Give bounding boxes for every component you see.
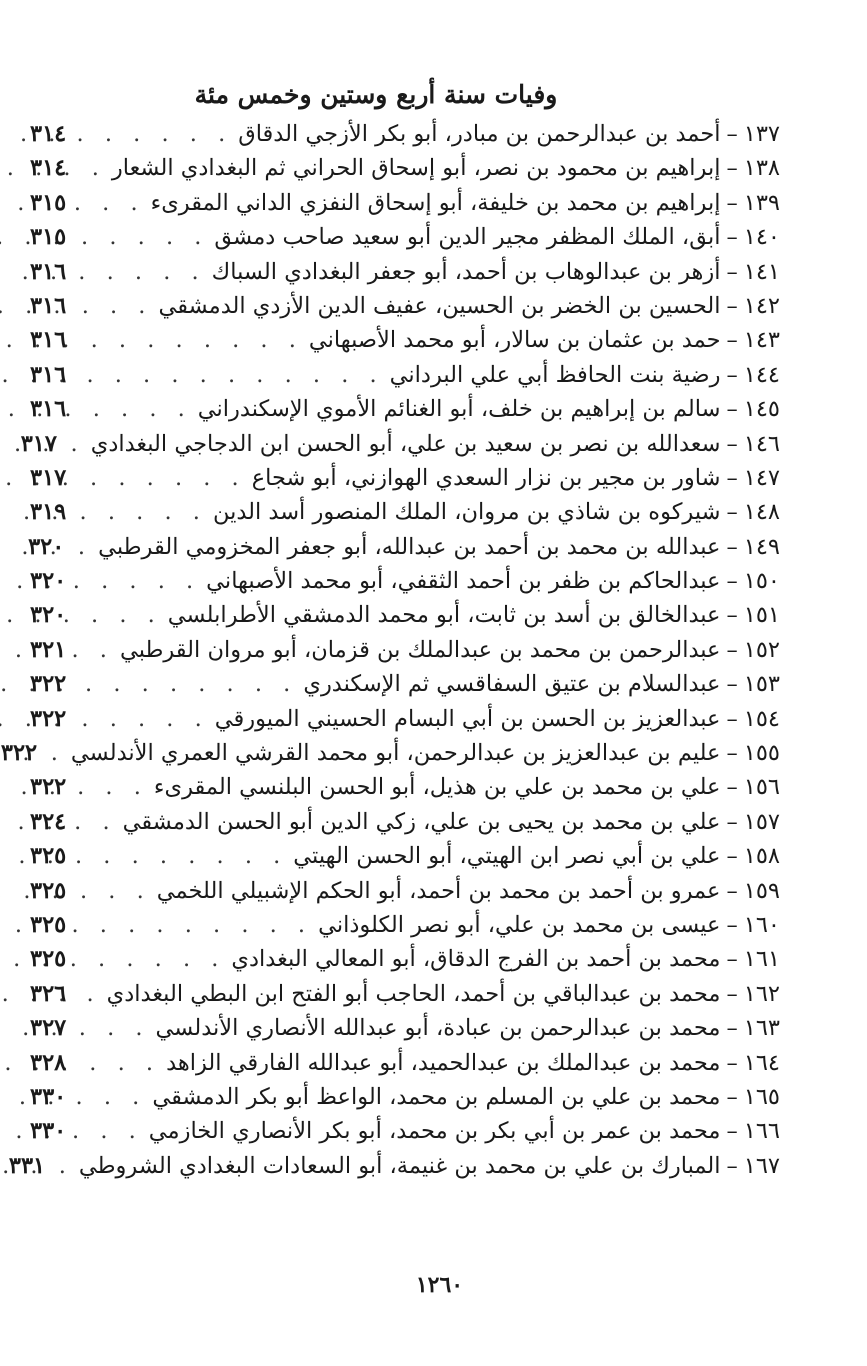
- entry-title: عبدالرحمن بن محمد بن عبدالملك بن قزمان، أبو مروان القرطبي: [119, 636, 721, 663]
- toc-entry: [30, 839, 780, 873]
- entry-page: ٣١٦: [30, 361, 67, 388]
- entry-title: حمد بن عثمان بن سالار، أبو محمد الأصبهاني: [308, 327, 721, 354]
- entry-title: عليم بن عبدالعزيز بن عبدالرحمن، أبو محمد القرشي العمري الأندلسي: [70, 740, 721, 767]
- entry-dash: –: [726, 705, 738, 732]
- entry-page: ٣١٦: [30, 327, 67, 354]
- toc-entry: [30, 874, 780, 908]
- entry-dash: –: [726, 258, 738, 285]
- toc-entry: [30, 1080, 780, 1114]
- page-number: ١٢٦٠: [415, 1272, 464, 1298]
- entry-number: ١٣٨: [743, 155, 780, 182]
- toc-entry: [30, 151, 780, 185]
- entry-title: محمد بن عبدالباقي بن أحمد، الحاجب أبو الفتح ابن البطي البغدادي: [106, 980, 721, 1007]
- entry-page: ٣١٩: [30, 499, 67, 526]
- entry-page: ٣٢٢: [30, 671, 67, 698]
- entry-page: ٣١٤: [30, 121, 67, 147]
- entry-number: ١٥٥: [743, 740, 780, 767]
- entry-number: ١٥٤: [743, 705, 780, 732]
- toc-entry: [30, 495, 780, 529]
- entry-dash: –: [726, 361, 738, 388]
- entry-title: إبراهيم بن محمود بن نصر، أبو إسحاق الحراني ثم البغدادي الشعار: [111, 155, 721, 182]
- entry-title: أزهر بن عبدالوهاب بن أحمد، أبو جعفر البغدادي السباك: [211, 258, 721, 285]
- entry-title: علي بن أبي نصر ابن الهيتي، أبو الحسن الهيتي: [293, 843, 721, 870]
- entry-dash: –: [726, 464, 738, 491]
- dot-leader: [88, 667, 303, 701]
- toc-entry: [30, 770, 780, 804]
- entry-title: شاور بن مجير بن نزار السعدي الهوازني، أبو شجاع: [251, 464, 721, 491]
- entry-title: محمد بن أحمد بن الفرج الدقاق، أبو المعالي البغدادي: [231, 946, 721, 973]
- entry-dash: –: [726, 292, 738, 319]
- entry-number: ١٤٠: [743, 224, 780, 251]
- entry-dash: –: [726, 843, 738, 870]
- entry-page: ٣٢١: [30, 636, 67, 663]
- entry-title: محمد بن علي بن المسلم بن محمد، الواعظ أبو بكر الدمشقي: [152, 1083, 721, 1110]
- entry-page: ٣١٦: [30, 258, 67, 285]
- entry-title: أحمد بن عبدالرحمن بن مبادر، أبو بكر الأزجي الدقاق: [238, 121, 721, 147]
- dot-leader: [59, 736, 71, 770]
- entry-dash: –: [726, 980, 738, 1007]
- dot-leader: [88, 461, 252, 495]
- entry-number: ١٤٣: [743, 327, 780, 354]
- dot-leader: [88, 220, 214, 254]
- toc-entry: [8, 1149, 780, 1183]
- entry-number: ١٦٠: [743, 911, 780, 938]
- dot-leader: [86, 530, 98, 564]
- entry-dash: –: [726, 568, 738, 595]
- toc-entry: [30, 1011, 780, 1045]
- entry-dash: –: [726, 1118, 738, 1145]
- toc-entry: [30, 1114, 780, 1148]
- dot-leader: [88, 1080, 152, 1114]
- entry-number: ١٦٤: [743, 1049, 780, 1076]
- entry-number: ١٤٩: [743, 533, 780, 560]
- toc-entry: [30, 908, 780, 942]
- toc-entry: [30, 220, 780, 254]
- dot-leader: [88, 977, 107, 1011]
- entry-dash: –: [726, 155, 738, 182]
- entry-page: ٣٢٧: [30, 1015, 67, 1042]
- entry-dash: –: [726, 774, 738, 801]
- entry-title: المبارك بن علي بن محمد بن غنيمة، أبو السعادات البغدادي الشروطي: [78, 1152, 721, 1179]
- entry-number: ١٥٩: [743, 877, 780, 904]
- entry-dash: –: [726, 1015, 738, 1042]
- entry-number: ١٦٥: [743, 1083, 780, 1110]
- entry-number: ١٦٦: [743, 1118, 780, 1145]
- entry-title: الحسين بن الخضر بن الحسين، عفيف الدين الأزدي الدمشقي: [158, 292, 721, 319]
- dot-leader: [88, 255, 212, 289]
- dot-leader: [88, 392, 198, 426]
- toc-entry: [30, 461, 780, 495]
- dot-leader: [88, 151, 112, 185]
- entry-title: علي بن محمد بن علي بن هذيل، أبو الحسن البلنسي المقرىء: [153, 774, 721, 801]
- entry-title: عبدالخالق بن أسد بن ثابت، أبو محمد الدمشقي الأطرابلسي: [167, 602, 721, 629]
- entry-title: شيركوه بن شاذي بن مروان، الملك المنصور أسد الدين: [212, 499, 721, 526]
- toc-entry: [30, 186, 780, 220]
- entry-page: ٣١٥: [30, 189, 67, 216]
- dot-leader: [88, 289, 158, 323]
- entry-number: ١٤٤: [743, 361, 780, 388]
- toc-entry: [30, 598, 780, 632]
- entry-title: رضية بنت الحافظ أبي علي البرداني: [389, 361, 721, 388]
- entry-dash: –: [726, 877, 738, 904]
- entry-dash: –: [726, 602, 738, 629]
- entry-title: أبق، الملك المظفر مجير الدين أبو سعيد صاحب دمشق: [214, 224, 721, 251]
- entry-dash: –: [726, 636, 738, 663]
- entry-number: ١٤٨: [743, 499, 780, 526]
- entry-number: ١٥٦: [743, 774, 780, 801]
- entry-number: ١٤٧: [743, 464, 780, 491]
- entry-title: عبدالعزيز بن الحسن بن أبي البسام الحسيني الميورقي: [214, 705, 721, 732]
- entry-dash: –: [726, 224, 738, 251]
- entry-title: عمرو بن أحمد بن محمد بن أحمد، أبو الحكم الإشبيلي اللخمي: [156, 877, 721, 904]
- entry-number: ١٥٧: [743, 808, 780, 835]
- toc-entry: [30, 667, 780, 701]
- entry-page: ٣٢٨: [30, 1049, 67, 1076]
- toc-entry: [30, 289, 780, 323]
- entry-page: ٣٢٥: [30, 843, 67, 870]
- contents-list: [0, 117, 780, 1183]
- dot-leader: [88, 358, 390, 392]
- entry-page: ٣٢٦: [30, 980, 67, 1007]
- entry-dash: –: [726, 121, 738, 147]
- entry-title: عبدالله بن محمد بن أحمد بن عبدالله، أبو جعفر المخزومي القرطبي: [98, 533, 721, 560]
- toc-entry: [30, 117, 780, 151]
- entry-title: محمد بن عبدالملك بن عبدالحميد، أبو عبدالله الفارقي الزاهد: [166, 1049, 721, 1076]
- entry-page: ٣٢٤: [30, 808, 67, 835]
- entry-page: ٣٢٢: [30, 774, 67, 801]
- entry-title: إبراهيم بن محمد بن خليفة، أبو إسحاق النفزي الداني المقرىء: [150, 189, 721, 216]
- entry-title: محمد بن عبدالرحمن بن عبادة، أبو عبدالله الأنصاري الأندلسي: [155, 1015, 721, 1042]
- toc-entry: [30, 564, 780, 598]
- entry-number: ١٤٦: [743, 430, 780, 457]
- entry-title: علي بن محمد بن يحيى بن علي، زكي الدين أبو الحسن الدمشقي: [122, 808, 721, 835]
- dot-leader: [88, 186, 151, 220]
- dot-leader: [88, 323, 309, 357]
- entry-number: ١٥١: [743, 602, 780, 629]
- toc-entry: [30, 358, 780, 392]
- toc-entry: [30, 530, 780, 564]
- entry-number: ١٥٣: [743, 671, 780, 698]
- entry-page: ٣١٦: [30, 292, 67, 319]
- entry-page: ٣٢٢: [0, 740, 38, 767]
- section-heading: وفيات سنة أربع وستين وخمس مئة: [194, 80, 558, 109]
- entry-dash: –: [726, 808, 738, 835]
- entry-page: ٣٣٠: [30, 1083, 67, 1110]
- entry-number: ١٣٩: [743, 189, 780, 216]
- entry-page: ٣١٧: [20, 430, 57, 457]
- toc-entry: [30, 805, 780, 839]
- entry-dash: –: [726, 911, 738, 938]
- toc-entry: [30, 1046, 780, 1080]
- entry-number: ١٤٢: [743, 292, 780, 319]
- entry-page: ٣١٥: [30, 224, 67, 251]
- dot-leader: [88, 839, 293, 873]
- entry-dash: –: [726, 430, 738, 457]
- entry-page: ٣١٦: [30, 396, 67, 423]
- toc-entry: [20, 427, 780, 461]
- entry-dash: –: [726, 1049, 738, 1076]
- dot-leader: [88, 1114, 149, 1148]
- entry-number: ١٥٨: [743, 843, 780, 870]
- entry-page: ٣٢٢: [30, 705, 67, 732]
- entry-dash: –: [726, 327, 738, 354]
- entry-dash: –: [726, 740, 738, 767]
- entry-page: ٣٢٠: [30, 568, 67, 595]
- dot-leader: [88, 495, 213, 529]
- dot-leader: [88, 770, 154, 804]
- toc-entry: [30, 392, 780, 426]
- entry-number: ١٥٠: [743, 568, 780, 595]
- entry-dash: –: [726, 946, 738, 973]
- entry-dash: –: [726, 671, 738, 698]
- dot-leader: [88, 1011, 156, 1045]
- entry-page: ٣١٤: [30, 155, 67, 182]
- toc-entry: [30, 323, 780, 357]
- dot-leader: [88, 702, 215, 736]
- entry-dash: –: [726, 396, 738, 423]
- entry-page: ٣٢٥: [30, 946, 67, 973]
- entry-title: سعدالله بن نصر بن سعيد بن علي، أبو الحسن ابن الدجاجي البغدادي: [90, 430, 721, 457]
- dot-leader: [88, 117, 238, 151]
- entry-page: ٣٢٠: [30, 602, 67, 629]
- entry-page: ٣٣١: [8, 1152, 46, 1179]
- dot-leader: [88, 633, 120, 667]
- entry-dash: –: [726, 1152, 738, 1179]
- dot-leader: [88, 1046, 166, 1080]
- toc-entry: [30, 977, 780, 1011]
- entry-dash: –: [726, 1083, 738, 1110]
- entry-title: محمد بن عمر بن أبي بكر بن محمد، أبو بكر الأنصاري الخازمي: [148, 1118, 721, 1145]
- dot-leader: [88, 564, 206, 598]
- entry-number: ١٦٢: [743, 980, 780, 1007]
- toc-entry: [30, 942, 780, 976]
- entry-title: عبدالسلام بن عتيق السفاقسي ثم الإسكندري: [303, 671, 721, 698]
- entry-page: ٣٣٠: [30, 1118, 67, 1145]
- dot-leader: [88, 908, 318, 942]
- dot-leader: [88, 805, 123, 839]
- toc-entry: [0, 736, 780, 770]
- dot-leader: [67, 1149, 79, 1183]
- entry-number: ١٣٧: [743, 121, 780, 147]
- entry-number: ١٤٥: [743, 396, 780, 423]
- entry-page: ٣٢٥: [30, 877, 67, 904]
- toc-entry: [30, 702, 780, 736]
- dot-leader: [88, 874, 157, 908]
- entry-page: ٣٢٠: [28, 533, 65, 560]
- entry-number: ١٦٣: [743, 1015, 780, 1042]
- entry-number: ١٦١: [743, 946, 780, 973]
- entry-number: ١٥٢: [743, 636, 780, 663]
- entry-page: ٣٢٥: [30, 911, 67, 938]
- toc-entry: [30, 255, 780, 289]
- entry-dash: –: [726, 533, 738, 560]
- entry-title: عبدالحاكم بن ظفر بن أحمد الثقفي، أبو محمد الأصبهاني: [206, 568, 721, 595]
- entry-dash: –: [726, 189, 738, 216]
- dot-leader: [79, 427, 91, 461]
- entry-number: ١٤١: [743, 258, 780, 285]
- dot-leader: [88, 942, 231, 976]
- entry-page: ٣١٧: [30, 464, 67, 491]
- dot-leader: [88, 598, 168, 632]
- entry-title: سالم بن إبراهيم بن خلف، أبو الغنائم الأموي الإسكندراني: [197, 396, 721, 423]
- entry-dash: –: [726, 499, 738, 526]
- toc-entry: [30, 633, 780, 667]
- entry-number: ١٦٧: [743, 1152, 780, 1179]
- entry-title: عيسى بن محمد بن علي، أبو نصر الكلوذاني: [318, 911, 721, 938]
